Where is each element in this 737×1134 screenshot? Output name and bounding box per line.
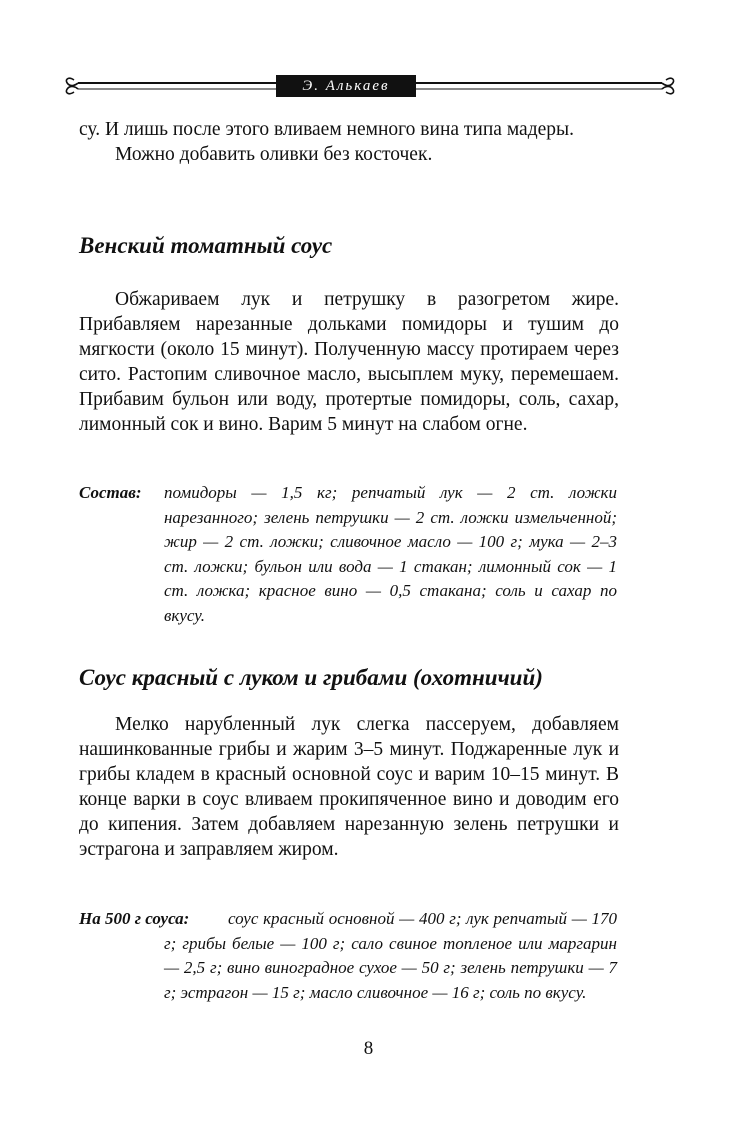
section-1-body [79, 287, 619, 437]
intro-paragraph-1: су. И лишь после этого вливаем немного вина типа мадеры. [79, 119, 575, 140]
ingredients-label: Состав: [79, 483, 142, 502]
section-2-title: Соус красный с луком и грибами (охотничий) [79, 665, 543, 690]
running-header [60, 68, 680, 104]
ingredients-list: помидоры — 1,5 кг; репчатый лук — 2 ст. ложки нарезанного; зелень петрушки — 2 ст. ложки измельченной; жир — 2 ст. ложки; сливочное масло — 100 г; мука — 2–3 ст. ложки; бульон или вода — 1 стакан; лимонный сок — 1 ст. ложка; красное вино — 0,5 стакана; соль и сахар по вкусу. [164, 483, 617, 625]
ingredients-list: соус красный основной — 400 г; лук репчатый — 170 г; грибы белые — 100 г; сало свиное топленое или маргарин — 2,5 г; вино виноградное сухое — 50 г; зелень петрушки — 7 г; эстрагон — 15 г; масло сливочное — 16 г; соль по вкусу. [164, 909, 617, 1002]
section-2-body [79, 712, 619, 862]
page-number: 8 [363, 1038, 374, 1059]
section-1-paragraph: Обжариваем лук и петрушку в разогретом жире. Прибавляем нарезанные дольками помидоры и тушим до мягкости (около 15 минут). Полученную массу протираем через сито. Растопим сливочное масло, высыплем муку, перемешаем. Прибавим бульон или воду, протертые помидоры, соль, сахар, лимонный сок и вино. Варим 5 минут на слабом огне. [79, 289, 619, 435]
section-1-title: Венский томатный соус [79, 233, 333, 258]
section-2-paragraph: Мелко нарубленный лук слегка пассеруем, добавляем нашинкованные грибы и жарим 3–5 минут. Поджаренные лук и грибы кладем в красный основной соус и варим 10–15 минут. В конце варки в соус вливаем прокипяченное вино и доводим его до кипения. Затем добавляем нарезанную зелень петрушки и эстрагона и заправляем жиром. [79, 714, 619, 860]
intro-text [79, 117, 619, 167]
ingredients-label: На 500 г соуса: [79, 909, 190, 928]
header-author: Э. Алькаев [276, 75, 416, 97]
intro-paragraph-2: Можно добавить оливки без косточек. [115, 144, 433, 165]
